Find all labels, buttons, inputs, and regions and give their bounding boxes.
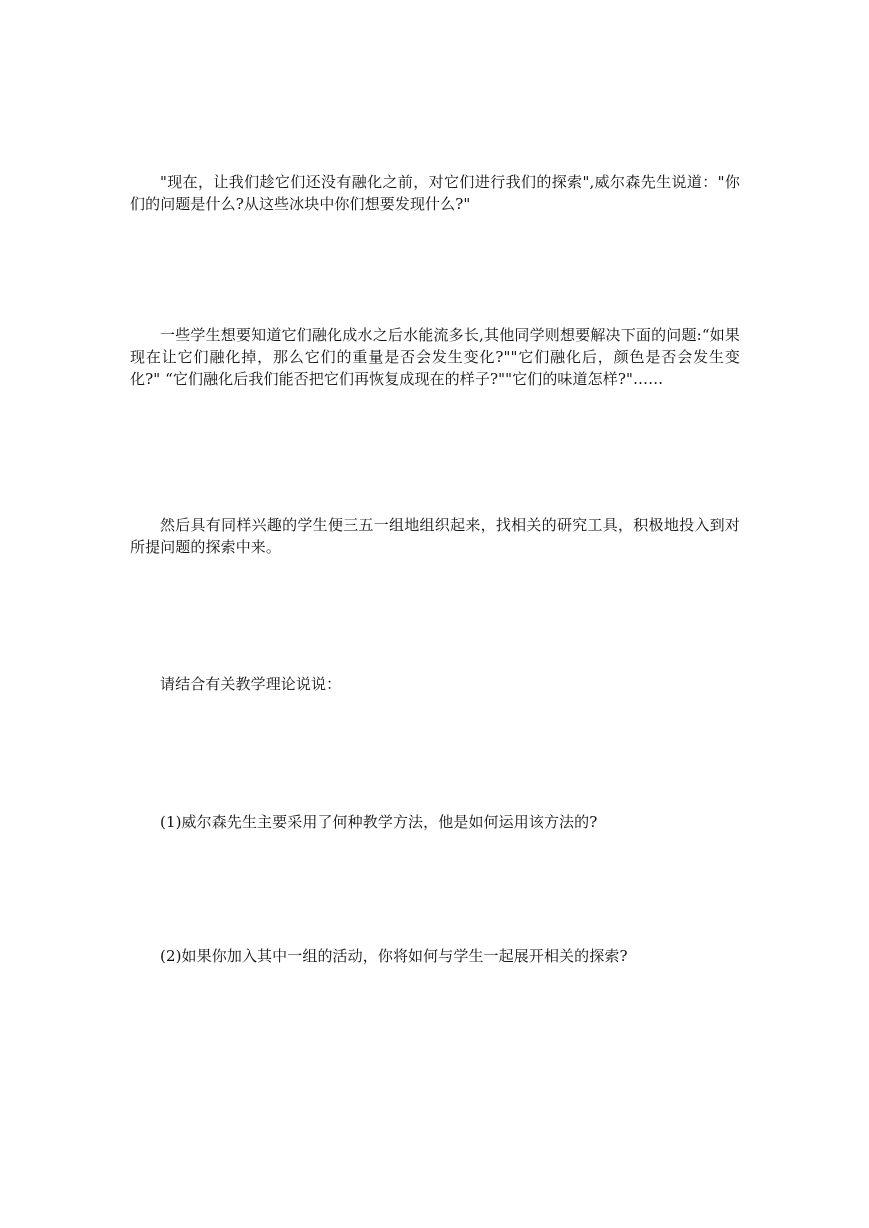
paragraph-prompt: 请结合有关教学理论说说：: [160, 675, 342, 693]
paragraph-group-exploration: 然后具有同样兴趣的学生便三五一组地组织起来，找相关的研究工具，积极地投入到对所提问题的探索中来。: [130, 516, 740, 556]
paragraph-student-questions: 一些学生想要知道它们融化成水之后水能流多长,其他同学则想要解决下面的问题:“如果现在让它们融化掉，那么它们的重量是否会发生变化?""它们融化后，颜色是否会发生变化?" “它们融化后我们能否把它们再恢复成现在的样子?""它们的味道怎样?"……: [130, 326, 740, 388]
paragraph-scenario-intro: "现在，让我们趁它们还没有融化之前，对它们进行我们的探索",威尔森先生说道："你们的问题是什么?从这些冰块中你们想要发现什么?": [130, 173, 740, 213]
question-2: (2)如果你加入其中一组的活动，你将如何与学生一起展开相关的探索?: [160, 947, 628, 965]
question-1: (1)威尔森先生主要采用了何种教学方法，他是如何运用该方法的?: [160, 813, 598, 831]
